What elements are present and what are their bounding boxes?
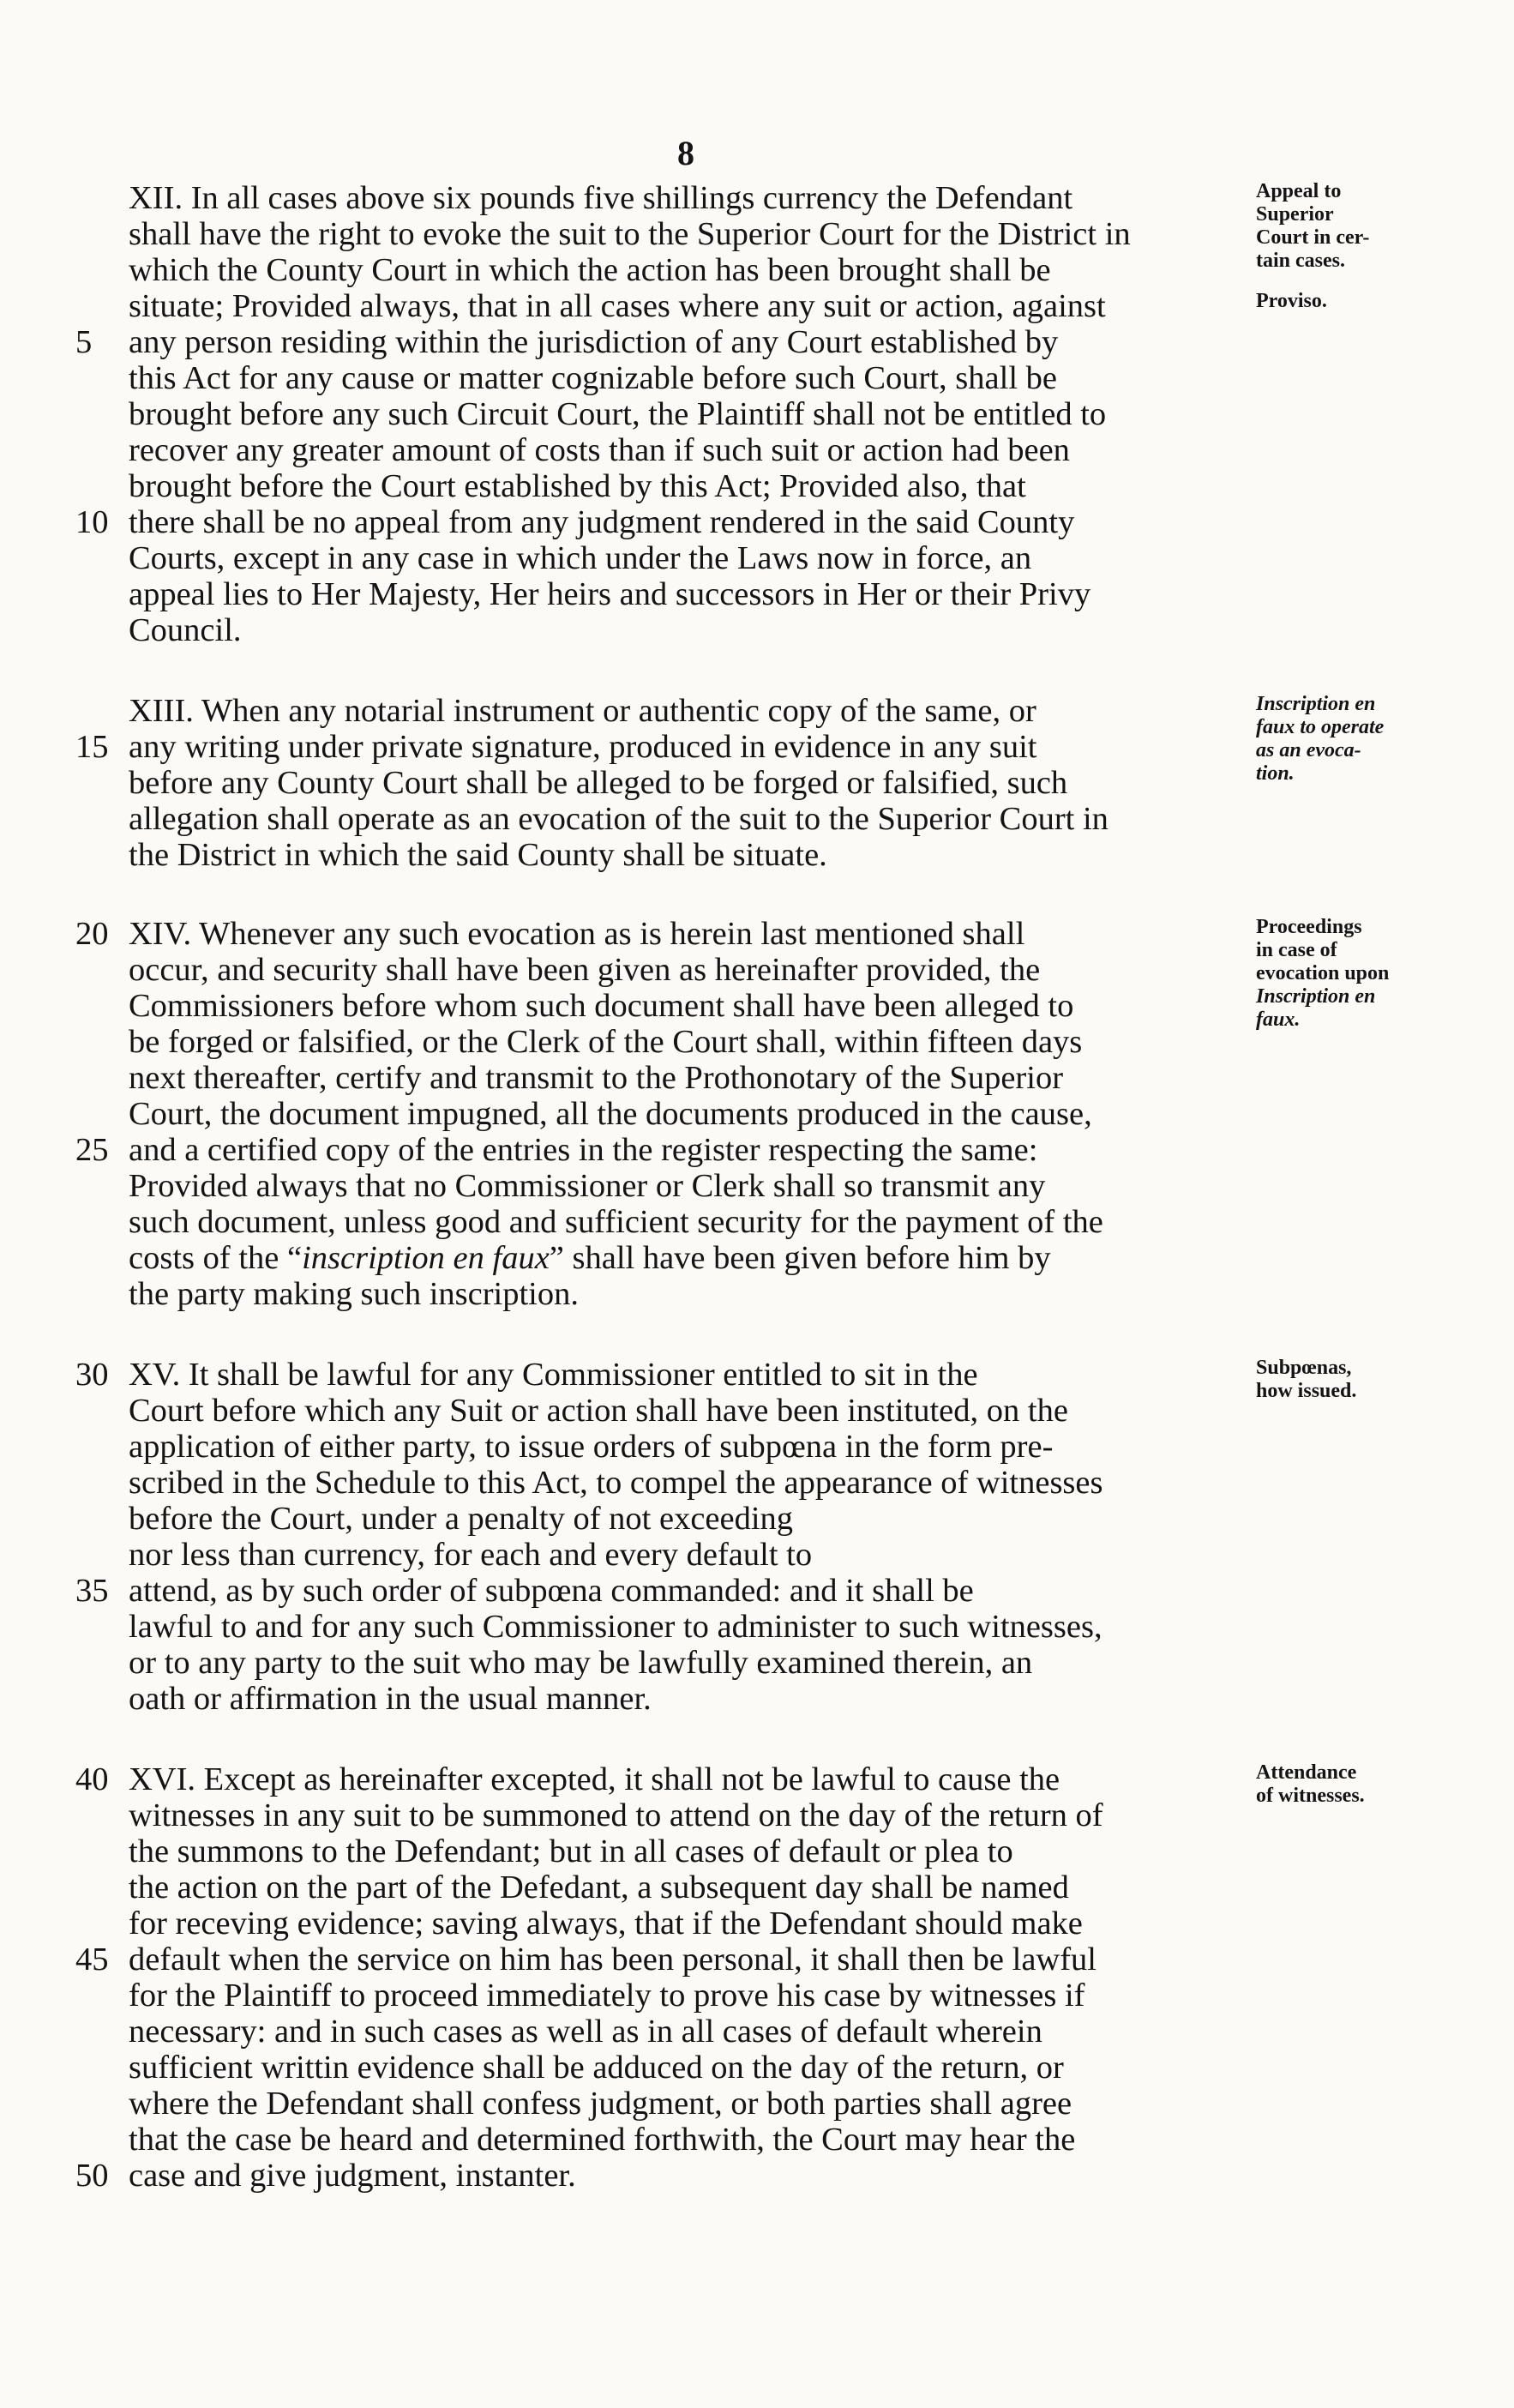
marginal-note-line: Proceedings: [1256, 916, 1362, 938]
marginal-note-line: Appeal to: [1256, 180, 1342, 202]
body-line: or to any party to the suit who may be lawfully examined therein, an: [129, 1645, 1033, 1681]
line-number: 20: [75, 916, 109, 952]
body-line: scribed in the Schedule to this Act, to compel the appearance of witnesses: [129, 1465, 1103, 1501]
body-line: and a certified copy of the entries in the register respecting the same:: [129, 1132, 1038, 1168]
body-line: XIV. Whenever any such evocation as is herein last mentioned shall: [129, 916, 1025, 952]
marginal-note-line: tion.: [1256, 762, 1295, 785]
marginal-note: [1256, 1761, 1505, 1808]
body-line: XV. It shall be lawful for any Commissioner entitled to sit in the: [129, 1357, 978, 1393]
body-line: shall have the right to evoke the suit to the Superior Court for the District in: [129, 216, 1131, 252]
marginal-note-line: Superior: [1256, 203, 1334, 226]
body-line: necessary: and in such cases as well as in all cases of default wherein: [129, 2014, 1042, 2050]
body-line: Council.: [129, 612, 242, 648]
marginal-note-line: faux to operate: [1256, 716, 1385, 738]
body-line-inscription: [129, 1240, 1243, 1276]
marginal-note: [1256, 916, 1505, 985]
body-line: such document, unless good and sufficient security for the payment of the: [129, 1204, 1103, 1240]
body-line: this Act for any cause or matter cognizable before such Court, shall be: [129, 360, 1057, 396]
body-line: for receving evidence; saving always, that if the Defendant should make: [129, 1905, 1083, 1941]
body-line: default when the service on him has been personal, it shall then be lawful: [129, 1941, 1096, 1978]
body-line: the party making such inscription.: [129, 1276, 579, 1312]
marginal-note-line: Proviso.: [1256, 290, 1327, 312]
body-line: the District in which the said County shall be situate.: [129, 837, 827, 873]
marginal-note-line: tain cases.: [1256, 250, 1345, 272]
body-line: XII. In all cases above six pounds five shillings currency the Defendant: [129, 180, 1073, 216]
marginal-note: [1256, 985, 1505, 1032]
page-number: 8: [677, 134, 694, 172]
line-number: 40: [75, 1761, 109, 1797]
marginal-note-line: Court in cer-: [1256, 226, 1370, 249]
body-line: witnesses in any suit to be summoned to attend on the day of the return of: [129, 1797, 1103, 1833]
body-line: the action on the part of the Defedant, a subsequent day shall be named: [129, 1869, 1069, 1905]
body-line: Court before which any Suit or action shall have been instituted, on the: [129, 1393, 1068, 1429]
body-line: case and give judgment, instanter.: [129, 2158, 576, 2194]
marginal-note: [1256, 180, 1505, 273]
body-line: oath or affirmation in the usual manner.: [129, 1681, 652, 1717]
body-line: where the Defendant shall confess judgment, or both parties shall agree: [129, 2086, 1072, 2122]
marginal-note: [1256, 290, 1505, 313]
body-line: brought before the Court established by this Act; Provided also, that: [129, 468, 1026, 504]
body-line: attend, as by such order of subpœna commanded: and it shall be: [129, 1573, 974, 1609]
body-line: before any County Court shall be alleged to be forged or falsified, such: [129, 765, 1068, 801]
body-line: sufficient writtin evidence shall be adduced on the day of the return, or: [129, 2050, 1064, 2086]
body-line: appeal lies to Her Majesty, Her heirs and successors in Her or their Privy: [129, 576, 1091, 612]
marginal-note-line: Attendance: [1256, 1761, 1357, 1784]
marginal-note-line: as an evoca-: [1256, 739, 1361, 762]
body-line: recover any greater amount of costs than if such suit or action had been: [129, 432, 1070, 468]
marginal-note-line: Inscription en: [1256, 985, 1376, 1008]
body-line: XIII. When any notarial instrument or authentic copy of the same, or: [129, 693, 1036, 729]
body-line: any person residing within the jurisdiction of any Court established by: [129, 324, 1059, 360]
marginal-note-line: Inscription en: [1256, 693, 1376, 715]
line-number: 25: [75, 1132, 109, 1168]
marginal-note-line: evocation upon: [1256, 962, 1390, 984]
body-line: that the case be heard and determined forthwith, the Court may hear the: [129, 2122, 1076, 2158]
marginal-note-line: faux.: [1256, 1008, 1301, 1031]
line-number: 30: [75, 1357, 109, 1393]
body-line: brought before any such Circuit Court, the Plaintiff shall not be entitled to: [129, 396, 1107, 432]
line-number: 45: [75, 1941, 109, 1978]
body-line: there shall be no appeal from any judgment rendered in the said County: [129, 504, 1075, 540]
body-line: any writing under private signature, produced in evidence in any suit: [129, 729, 1037, 765]
italic-term: inscription en faux: [302, 1240, 550, 1276]
line-number: 35: [75, 1573, 109, 1609]
body-line: lawful to and for any such Commissioner to administer to such witnesses,: [129, 1609, 1102, 1645]
body-line: nor less than currency, for each and every default to: [129, 1537, 813, 1573]
marginal-note: [1256, 693, 1505, 786]
body-line: application of either party, to issue orders of subpœna in the form pre-: [129, 1429, 1054, 1465]
body-line: occur, and security shall have been given as hereinafter provided, the: [129, 952, 1041, 988]
body-line: Provided always that no Commissioner or Clerk shall so transmit any: [129, 1168, 1046, 1204]
body-line: XVI. Except as hereinafter excepted, it shall not be lawful to cause the: [129, 1761, 1060, 1797]
marginal-note: [1256, 1357, 1505, 1403]
body-line: situate; Provided always, that in all cases where any suit or action, against: [129, 288, 1106, 324]
body-line: which the County Court in which the action has been brought shall be: [129, 252, 1051, 288]
body-line: before the Court, under a penalty of not exceeding: [129, 1501, 794, 1537]
body-line: allegation shall operate as an evocation of the suit to the Superior Court in: [129, 801, 1108, 837]
marginal-note-line: in case of: [1256, 939, 1337, 961]
text-fragment: costs of the “: [129, 1240, 303, 1276]
marginal-note-line: of witnesses.: [1256, 1785, 1365, 1807]
line-number: 10: [75, 504, 109, 540]
body-line: for the Plaintiff to proceed immediately to prove his case by witnesses if: [129, 1978, 1085, 2014]
body-line: Commissioners before whom such document shall have been alleged to: [129, 988, 1074, 1024]
body-line: Courts, except in any case in which under the Laws now in force, an: [129, 540, 1032, 576]
body-line: be forged or falsified, or the Clerk of the Court shall, within fifteen days: [129, 1024, 1083, 1060]
line-number: 15: [75, 729, 109, 765]
text-fragment: ” shall have been given before him by: [549, 1240, 1051, 1276]
marginal-note-line: how issued.: [1256, 1380, 1357, 1402]
body-line: Court, the document impugned, all the documents produced in the cause,: [129, 1096, 1092, 1132]
line-number: 5: [75, 324, 93, 360]
line-number: 50: [75, 2158, 109, 2194]
body-line: the summons to the Defendant; but in all cases of default or plea to: [129, 1833, 1013, 1869]
marginal-note-line: Subpœnas,: [1256, 1357, 1352, 1379]
body-line: next thereafter, certify and transmit to the Prothonotary of the Superior: [129, 1060, 1064, 1096]
